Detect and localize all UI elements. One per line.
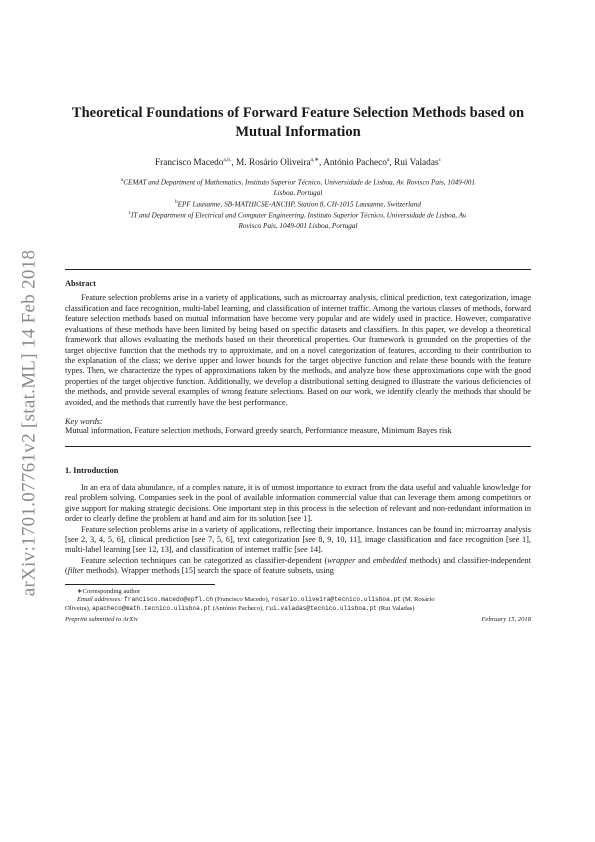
author-list: Francisco Macedo$^{a,b,}$, M. Rosário Oliveira$^{a,∗}$, António Pacheco$^a$, Rui Valadas$^c$ xyxy=(154,157,442,169)
email-link[interactable]: rui.valadas@tecnico.ulisboa.pt xyxy=(265,604,377,612)
author-mark: a xyxy=(386,157,390,163)
text-run: and xyxy=(355,555,373,565)
introduction xyxy=(65,483,531,577)
email-owner: (António Pacheco), xyxy=(212,604,264,612)
abstract-bottom-rule xyxy=(65,446,531,447)
affiliation xyxy=(65,209,531,231)
email-owner: Oliveira), xyxy=(65,604,91,612)
affiliation xyxy=(65,176,531,198)
affiliation xyxy=(65,198,531,210)
email-label: Email addresses: xyxy=(77,596,123,604)
preprint-note: Preprint submitted to ArXiv xyxy=(65,616,139,624)
email-link[interactable]: francisco.macedo@epfl.ch xyxy=(124,596,214,604)
title-line-2: Mutual Information xyxy=(235,124,361,140)
author-name: Francisco Macedo xyxy=(154,158,224,169)
keywords-heading: Key words: xyxy=(65,417,103,427)
email-note-cont xyxy=(65,605,531,613)
arxiv-stamp xyxy=(4,238,54,608)
paragraph xyxy=(65,556,531,577)
footnotes xyxy=(65,588,531,613)
affiliation-text: IT and Department of Electrical and Computer Engineering, Instituto Superior Técnico, Universidade de Lisboa, Av. xyxy=(131,211,468,220)
footer-date: February 15, 2018 xyxy=(481,616,531,624)
section-heading: 1. Introduction xyxy=(65,465,119,475)
paragraph: In an era of data abundance, of a complex nature, it is of utmost importance to extract from the data useful and valuable knowledge for real problem solving. Companies seek in the pool of available information commercial value that can leverage them among competitors or give support for making strategic decisions. One important step in this process is the selection of relevant and non-redundant information in order to clearly define the problem at hand and aim for its solution [see 1]. xyxy=(65,482,531,524)
affiliation-text: Lisboa, Portugal xyxy=(273,188,323,197)
email-owner: (M. Rosário xyxy=(402,596,435,604)
affiliations xyxy=(65,176,531,231)
affiliation-text: EPF Lausanne, SB-MATHICSE-ANCHP, Station 8, CH-1015 Lausanne, Switzerland xyxy=(177,200,421,209)
email-owner: (Francisco Macedo), xyxy=(214,596,270,604)
page-footer xyxy=(65,616,531,623)
affiliation-mark: c xyxy=(128,211,132,217)
footnote-rule xyxy=(65,584,215,585)
corresponding-author-note: ∗Corresponding author xyxy=(77,587,141,595)
abstract xyxy=(65,293,531,408)
author-mark: c xyxy=(438,157,442,163)
author-name: M. Rosário Oliveira xyxy=(235,158,311,169)
title-line-1: Theoretical Foundations of Forward Feature Selection Methods based on xyxy=(71,105,525,121)
affiliation-text: Rovisco Pais, 1049-001 Lisboa, Portugal xyxy=(238,222,358,231)
author-mark: a,∗ xyxy=(310,157,320,163)
paper-title xyxy=(65,104,531,142)
email-link[interactable]: apacheco@math.tecnico.ulisboa.pt xyxy=(92,604,211,612)
text-run: wrapper xyxy=(327,555,356,565)
text-run: methods). Wrapper methods [15] search the space of feature subsets, using xyxy=(83,566,334,576)
affiliation-text: CEMAT and Department of Mathematics, Instituto Superior Técnico, Universidade de Lisboa, Av. Rovisco Pais, 1049-001 xyxy=(123,178,475,187)
email-link[interactable]: rosario.oliveira@tecnico.ulisboa.pt xyxy=(271,596,401,604)
arxiv-identifier: arXiv:1701.07761v2 [stat.ML] 14 Feb 2018 xyxy=(18,249,40,597)
text-run: Feature selection techniques can be categorized as classifier-dependent ( xyxy=(81,555,328,565)
abstract-paragraph: Feature selection problems arise in a variety of applications, such as microarray analysis, clinical prediction, text categorization, image classification and face recognition, multi-label learning, and classification of internet traffic. Among the various classes of methods, forward feature selection methods based on mutual information have become very popular and are widely used in practice. However, comparative evaluations of these methods have been limited by being based on specific datasets and classifiers. In this paper, we develop a theoretical framework that allows evaluating the methods based on their theoretical properties. Our framework is grounded on the properties of the target objective function that the methods try to approximate, and on a novel categorization of features, according to their contribution to the explanation of the class; we derive upper and lower bounds for the target objective function and relate these bounds with the feature types. Then, we characterize the types of approximations taken by the methods, and analyze how these approximations cope with the good properties of the target objective function. Additionally, we develop a distributional setting designed to illustrate the various deficiencies of the methods, and provide several examples of wrong feature selections. Based on our work, we identify clearly the methods that should be avoided, and the methods that currently have the best performance. xyxy=(65,293,531,407)
author-name: Rui Valadas xyxy=(394,158,439,169)
email-owner: (Rui Valadas) xyxy=(378,604,415,612)
affiliation-mark: a xyxy=(121,178,124,184)
text-run: embedded xyxy=(372,555,407,565)
text-run: methods) and classifier-independent ( xyxy=(65,555,531,576)
abstract-top-rule xyxy=(65,269,531,270)
text-run: filter xyxy=(67,566,84,576)
author-name: António Pacheco xyxy=(323,158,387,169)
keywords: Mutual information, Feature selection methods, Forward greedy search, Performance measure, Minimum Bayes risk xyxy=(65,426,452,436)
affiliation-mark: b xyxy=(175,199,178,205)
author-mark: a,b, xyxy=(223,157,232,163)
paragraph: Feature selection problems arise in a variety of applications, reflecting their importance. Instances can be found in: microarray analysis [see 2, 3, 4, 5, 6], clinical prediction [see 7, 5, 6], text categorization [see 8, 9, 10, 11], image classification and face recognition [see 1], multi-label learning [see 12, 13], and classification of internet traffic [see 14]. xyxy=(65,524,531,555)
paper-page xyxy=(65,104,531,623)
email-note xyxy=(65,596,531,604)
abstract-heading: Abstract xyxy=(65,279,96,289)
